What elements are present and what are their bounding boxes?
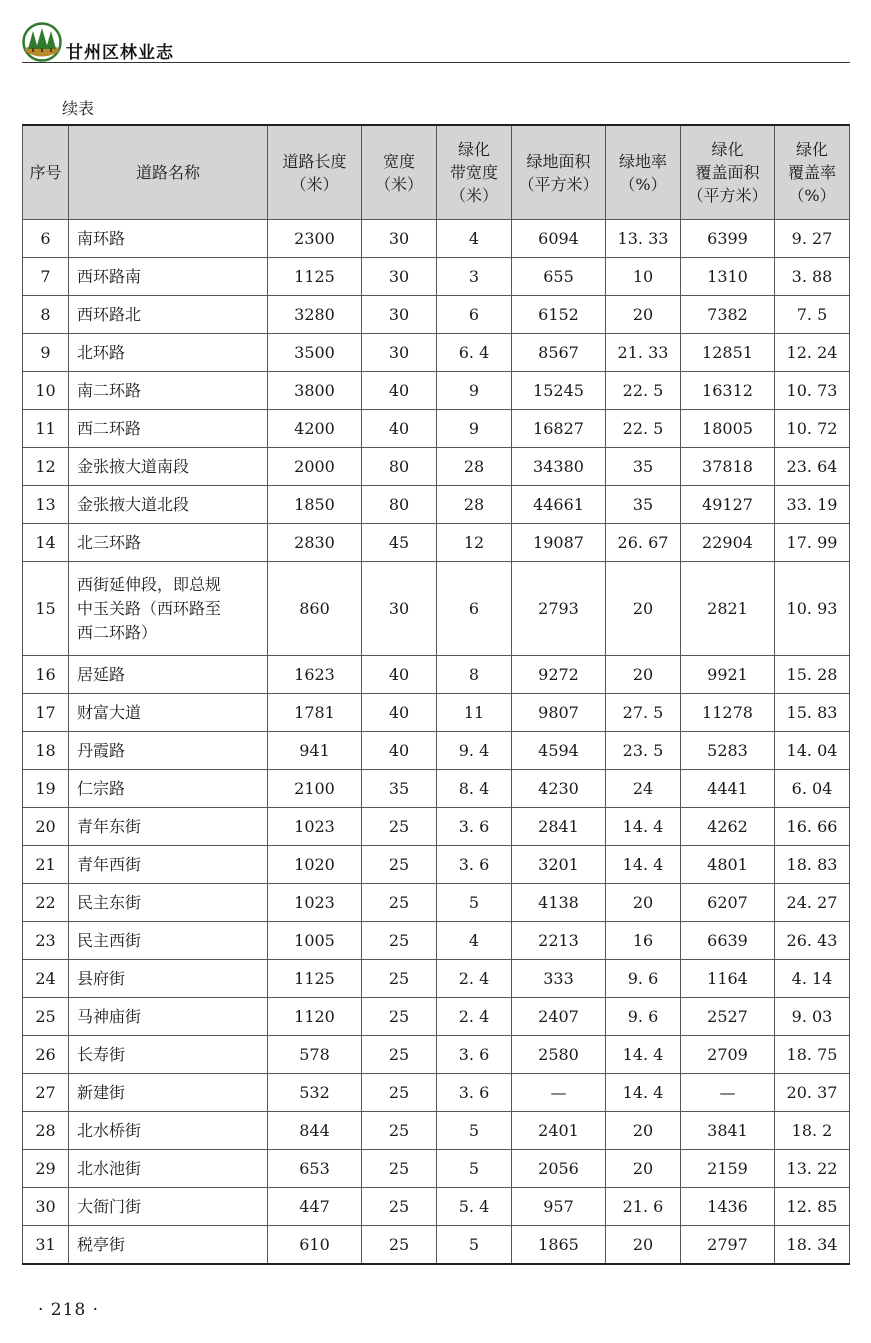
table-cell: 80 xyxy=(362,486,437,524)
road-name-cell: 财富大道 xyxy=(69,694,268,732)
table-cell: 16. 66 xyxy=(775,808,850,846)
table-cell: 9. 4 xyxy=(437,732,512,770)
road-name-cell: 青年东街 xyxy=(69,808,268,846)
table-cell: 10. 72 xyxy=(775,410,850,448)
table-cell: 20 xyxy=(606,296,681,334)
column-header: 道路名称 xyxy=(69,125,268,220)
table-cell: 2709 xyxy=(681,1036,775,1074)
table-cell: 5 xyxy=(437,1112,512,1150)
table-cell: 26 xyxy=(23,1036,69,1074)
road-name-cell: 西二环路 xyxy=(69,410,268,448)
table-row xyxy=(23,220,850,258)
table-cell: 844 xyxy=(268,1112,362,1150)
table-cell: 17 xyxy=(23,694,69,732)
table-cell: 5 xyxy=(437,884,512,922)
table-cell: 33. 19 xyxy=(775,486,850,524)
table-cell: 9. 27 xyxy=(775,220,850,258)
table-cell: 16312 xyxy=(681,372,775,410)
table-cell: 8 xyxy=(23,296,69,334)
table-cell: 4801 xyxy=(681,846,775,884)
table-cell: 1781 xyxy=(268,694,362,732)
table-cell: 22. 5 xyxy=(606,410,681,448)
road-name-cell: 丹霞路 xyxy=(69,732,268,770)
table-cell: 9921 xyxy=(681,656,775,694)
table-cell: 5 xyxy=(437,1150,512,1188)
table-row xyxy=(23,296,850,334)
table-cell: 2841 xyxy=(512,808,606,846)
page-header xyxy=(22,22,850,64)
table-cell: 15 xyxy=(23,562,69,656)
table-cell: 11 xyxy=(437,694,512,732)
table-cell: 40 xyxy=(362,732,437,770)
table-cell: 30 xyxy=(362,220,437,258)
table-row xyxy=(23,486,850,524)
forest-trees-logo-icon xyxy=(22,22,62,62)
table-cell: 16 xyxy=(23,656,69,694)
road-name-cell: 民主东街 xyxy=(69,884,268,922)
table-row xyxy=(23,922,850,960)
table-cell: 21 xyxy=(23,846,69,884)
road-name-cell: 北水池街 xyxy=(69,1150,268,1188)
table-cell: 25 xyxy=(362,1074,437,1112)
road-name-cell: 南环路 xyxy=(69,220,268,258)
table-row xyxy=(23,808,850,846)
table-cell: 30 xyxy=(362,296,437,334)
table-cell: 6 xyxy=(437,296,512,334)
table-cell: 23 xyxy=(23,922,69,960)
table-cell: 6399 xyxy=(681,220,775,258)
table-cell: 26. 43 xyxy=(775,922,850,960)
table-cell: 25 xyxy=(362,808,437,846)
table-cell: 5 xyxy=(437,1226,512,1265)
table-cell: 35 xyxy=(606,486,681,524)
table-row xyxy=(23,1150,850,1188)
table-cell: 31 xyxy=(23,1226,69,1265)
table-cell: 25 xyxy=(362,998,437,1036)
table-cell: 1164 xyxy=(681,960,775,998)
table-row xyxy=(23,1074,850,1112)
table-cell: 9 xyxy=(437,410,512,448)
table-cell: 24. 27 xyxy=(775,884,850,922)
table-cell: 1865 xyxy=(512,1226,606,1265)
table-cell: 2407 xyxy=(512,998,606,1036)
table-cell: 578 xyxy=(268,1036,362,1074)
table-cell: 18. 34 xyxy=(775,1226,850,1265)
table-row xyxy=(23,1226,850,1265)
table-cell: 25 xyxy=(362,1188,437,1226)
table-cell: 6. 4 xyxy=(437,334,512,372)
table-cell: 4262 xyxy=(681,808,775,846)
table-cell: 9 xyxy=(23,334,69,372)
table-cell: 3 xyxy=(437,258,512,296)
table-cell: 2797 xyxy=(681,1226,775,1265)
table-cell: 20 xyxy=(606,1112,681,1150)
table-cell: 4200 xyxy=(268,410,362,448)
road-greening-table xyxy=(22,124,850,1265)
table-cell: 16 xyxy=(606,922,681,960)
column-header: 道路长度 （米） xyxy=(268,125,362,220)
table-cell: 45 xyxy=(362,524,437,562)
table-cell: 28 xyxy=(23,1112,69,1150)
table-cell: 35 xyxy=(362,770,437,808)
table-cell: 25 xyxy=(362,1226,437,1265)
table-cell: 2580 xyxy=(512,1036,606,1074)
table-header-row xyxy=(23,125,850,220)
table-cell: 8 xyxy=(437,656,512,694)
table-cell: 4. 14 xyxy=(775,960,850,998)
road-name-cell: 金张掖大道南段 xyxy=(69,448,268,486)
table-cell: 27. 5 xyxy=(606,694,681,732)
table-cell: 24 xyxy=(23,960,69,998)
table-cell: 653 xyxy=(268,1150,362,1188)
table-cell: 9. 6 xyxy=(606,998,681,1036)
table-cell: 2000 xyxy=(268,448,362,486)
table-cell: 3. 88 xyxy=(775,258,850,296)
table-cell: 25 xyxy=(362,1150,437,1188)
table-cell: 10 xyxy=(23,372,69,410)
table-cell: 20 xyxy=(606,562,681,656)
column-header: 绿地面积 （平方米） xyxy=(512,125,606,220)
road-name-cell: 西环路南 xyxy=(69,258,268,296)
road-name-cell: 北三环路 xyxy=(69,524,268,562)
table-cell: 3280 xyxy=(268,296,362,334)
table-row xyxy=(23,732,850,770)
table-row xyxy=(23,410,850,448)
table-cell: 7. 5 xyxy=(775,296,850,334)
table-cell: 6094 xyxy=(512,220,606,258)
table-cell: 1023 xyxy=(268,884,362,922)
table-cell: 13. 33 xyxy=(606,220,681,258)
table-cell: 1623 xyxy=(268,656,362,694)
table-cell: 10. 93 xyxy=(775,562,850,656)
table-cell: 2. 4 xyxy=(437,998,512,1036)
road-name-cell: 民主西街 xyxy=(69,922,268,960)
table-cell: 12 xyxy=(437,524,512,562)
table-cell: 18. 83 xyxy=(775,846,850,884)
table-cell: 22 xyxy=(23,884,69,922)
table-cell: 14. 04 xyxy=(775,732,850,770)
book-title: 甘州区林业志 xyxy=(66,43,174,63)
table-cell: 12 xyxy=(23,448,69,486)
table-cell: 40 xyxy=(362,372,437,410)
table-row xyxy=(23,448,850,486)
table-row xyxy=(23,960,850,998)
road-name-cell: 仁宗路 xyxy=(69,770,268,808)
table-cell: 5. 4 xyxy=(437,1188,512,1226)
continued-label: 续表 xyxy=(62,99,95,118)
table-cell: 3. 6 xyxy=(437,1036,512,1074)
road-name-cell: 青年西街 xyxy=(69,846,268,884)
table-cell: 15. 28 xyxy=(775,656,850,694)
table-cell: 2821 xyxy=(681,562,775,656)
table-row xyxy=(23,846,850,884)
table-cell: 6639 xyxy=(681,922,775,960)
table-cell: 7 xyxy=(23,258,69,296)
road-name-cell: 新建街 xyxy=(69,1074,268,1112)
table-cell: 1125 xyxy=(268,258,362,296)
table-cell: 18. 2 xyxy=(775,1112,850,1150)
table-cell: 4 xyxy=(437,220,512,258)
table-row xyxy=(23,562,850,656)
table-row xyxy=(23,656,850,694)
table-cell: 9 xyxy=(437,372,512,410)
table-cell: 22. 5 xyxy=(606,372,681,410)
table-cell: 20 xyxy=(606,884,681,922)
road-name-cell: 税亭街 xyxy=(69,1226,268,1265)
table-cell: 3201 xyxy=(512,846,606,884)
table-cell: 20. 37 xyxy=(775,1074,850,1112)
road-name-cell: 南二环路 xyxy=(69,372,268,410)
table-cell: 610 xyxy=(268,1226,362,1265)
table-cell: 17. 99 xyxy=(775,524,850,562)
table-cell: 2100 xyxy=(268,770,362,808)
road-name-cell: 长寿街 xyxy=(69,1036,268,1074)
table-cell: 30 xyxy=(362,258,437,296)
road-name-cell: 县府街 xyxy=(69,960,268,998)
column-header: 绿地率 （%） xyxy=(606,125,681,220)
road-name-cell: 西街延伸段，即总规 中玉关路（西环路至 西二环路） xyxy=(69,562,268,656)
table-cell: 12851 xyxy=(681,334,775,372)
table-cell: 19 xyxy=(23,770,69,808)
table-cell: 20 xyxy=(606,656,681,694)
table-cell: 957 xyxy=(512,1188,606,1226)
table-cell: 49127 xyxy=(681,486,775,524)
table-cell: 11278 xyxy=(681,694,775,732)
table-cell: 30 xyxy=(23,1188,69,1226)
table-cell: 6152 xyxy=(512,296,606,334)
table-cell: 9807 xyxy=(512,694,606,732)
table-cell: 12. 24 xyxy=(775,334,850,372)
table-row xyxy=(23,524,850,562)
table-cell: 1023 xyxy=(268,808,362,846)
table-cell: 2793 xyxy=(512,562,606,656)
table-cell: 2830 xyxy=(268,524,362,562)
table-cell: 44661 xyxy=(512,486,606,524)
table-cell: 5283 xyxy=(681,732,775,770)
table-cell: 2213 xyxy=(512,922,606,960)
table-body xyxy=(23,220,850,1265)
table-cell: 26. 67 xyxy=(606,524,681,562)
table-cell: 25 xyxy=(362,922,437,960)
table-cell: 20 xyxy=(606,1150,681,1188)
table-cell: 15245 xyxy=(512,372,606,410)
table-cell: 8. 4 xyxy=(437,770,512,808)
table-cell: 655 xyxy=(512,258,606,296)
table-cell: 29 xyxy=(23,1150,69,1188)
table-row xyxy=(23,1036,850,1074)
table-cell: 25 xyxy=(362,1036,437,1074)
table-cell: 1005 xyxy=(268,922,362,960)
table-cell: 941 xyxy=(268,732,362,770)
table-cell: 28 xyxy=(437,448,512,486)
table-cell: 18005 xyxy=(681,410,775,448)
table-cell: 40 xyxy=(362,656,437,694)
table-cell: 23. 5 xyxy=(606,732,681,770)
table-cell: 27 xyxy=(23,1074,69,1112)
table-cell: 9. 03 xyxy=(775,998,850,1036)
table-cell: 34380 xyxy=(512,448,606,486)
table-cell: 14. 4 xyxy=(606,1036,681,1074)
table-cell: 13. 22 xyxy=(775,1150,850,1188)
table-cell: 860 xyxy=(268,562,362,656)
table-cell: 1020 xyxy=(268,846,362,884)
table-cell: 14 xyxy=(23,524,69,562)
table-cell: 40 xyxy=(362,694,437,732)
table-cell: 4 xyxy=(437,922,512,960)
table-row xyxy=(23,884,850,922)
table-cell: 9. 6 xyxy=(606,960,681,998)
table-cell: 4230 xyxy=(512,770,606,808)
table-row xyxy=(23,334,850,372)
table-cell: 25 xyxy=(23,998,69,1036)
table-row xyxy=(23,770,850,808)
table-cell: 2. 4 xyxy=(437,960,512,998)
table-cell: 1120 xyxy=(268,998,362,1036)
table-cell: 6 xyxy=(437,562,512,656)
table-cell: 28 xyxy=(437,486,512,524)
table-cell: 4441 xyxy=(681,770,775,808)
table-cell: 30 xyxy=(362,334,437,372)
table-cell: 20 xyxy=(23,808,69,846)
table-cell: 6. 04 xyxy=(775,770,850,808)
table-cell: 3800 xyxy=(268,372,362,410)
table-cell: 7382 xyxy=(681,296,775,334)
table-cell: 18 xyxy=(23,732,69,770)
table-cell: 3500 xyxy=(268,334,362,372)
table-cell: 14. 4 xyxy=(606,846,681,884)
table-cell: 37818 xyxy=(681,448,775,486)
table-cell: 8567 xyxy=(512,334,606,372)
table-cell: 15. 83 xyxy=(775,694,850,732)
column-header: 宽度 （米） xyxy=(362,125,437,220)
table-cell: 20 xyxy=(606,1226,681,1265)
column-header: 绿化 覆盖面积 （平方米） xyxy=(681,125,775,220)
table-cell: 2401 xyxy=(512,1112,606,1150)
table-cell: 18. 75 xyxy=(775,1036,850,1074)
table-cell: 25 xyxy=(362,846,437,884)
table-cell: 19087 xyxy=(512,524,606,562)
road-name-cell: 北环路 xyxy=(69,334,268,372)
table-row xyxy=(23,694,850,732)
road-name-cell: 马神庙街 xyxy=(69,998,268,1036)
table-cell: 13 xyxy=(23,486,69,524)
table-cell: 532 xyxy=(268,1074,362,1112)
table-cell: 4594 xyxy=(512,732,606,770)
table-cell: 25 xyxy=(362,960,437,998)
table-cell: 3. 6 xyxy=(437,846,512,884)
table-cell: 24 xyxy=(606,770,681,808)
road-name-cell: 北水桥街 xyxy=(69,1112,268,1150)
table-cell: 11 xyxy=(23,410,69,448)
table-cell: 14. 4 xyxy=(606,808,681,846)
table-cell: 333 xyxy=(512,960,606,998)
table-cell: 40 xyxy=(362,410,437,448)
road-name-cell: 居延路 xyxy=(69,656,268,694)
table-cell: 25 xyxy=(362,1112,437,1150)
table-cell: 10. 73 xyxy=(775,372,850,410)
table-row xyxy=(23,998,850,1036)
table-row xyxy=(23,372,850,410)
table-cell: 16827 xyxy=(512,410,606,448)
column-header: 绿化 覆盖率 （%） xyxy=(775,125,850,220)
road-name-cell: 西环路北 xyxy=(69,296,268,334)
table-cell: 1850 xyxy=(268,486,362,524)
table-cell: 3. 6 xyxy=(437,1074,512,1112)
road-name-cell: 金张掖大道北段 xyxy=(69,486,268,524)
table-cell: 30 xyxy=(362,562,437,656)
table-cell: — xyxy=(512,1074,606,1112)
table-cell: 9272 xyxy=(512,656,606,694)
table-row xyxy=(23,258,850,296)
table-cell: — xyxy=(681,1074,775,1112)
table-cell: 80 xyxy=(362,448,437,486)
table-cell: 1310 xyxy=(681,258,775,296)
table-cell: 1125 xyxy=(268,960,362,998)
table-cell: 12. 85 xyxy=(775,1188,850,1226)
header-divider xyxy=(22,62,850,63)
table-cell: 1436 xyxy=(681,1188,775,1226)
column-header: 序号 xyxy=(23,125,69,220)
table-cell: 3841 xyxy=(681,1112,775,1150)
page-number: · 218 · xyxy=(38,1300,100,1320)
table-cell: 3. 6 xyxy=(437,808,512,846)
table-cell: 447 xyxy=(268,1188,362,1226)
table-cell: 2056 xyxy=(512,1150,606,1188)
table-cell: 4138 xyxy=(512,884,606,922)
table-cell: 6207 xyxy=(681,884,775,922)
table-cell: 14. 4 xyxy=(606,1074,681,1112)
table-cell: 25 xyxy=(362,884,437,922)
table-row xyxy=(23,1112,850,1150)
table-cell: 2527 xyxy=(681,998,775,1036)
table-row xyxy=(23,1188,850,1226)
table-cell: 2300 xyxy=(268,220,362,258)
table-cell: 35 xyxy=(606,448,681,486)
table-cell: 2159 xyxy=(681,1150,775,1188)
column-header: 绿化 带宽度 （米） xyxy=(437,125,512,220)
table-cell: 21. 6 xyxy=(606,1188,681,1226)
table-cell: 10 xyxy=(606,258,681,296)
table-cell: 6 xyxy=(23,220,69,258)
table-cell: 22904 xyxy=(681,524,775,562)
road-name-cell: 大衙门街 xyxy=(69,1188,268,1226)
table-cell: 23. 64 xyxy=(775,448,850,486)
table-cell: 21. 33 xyxy=(606,334,681,372)
